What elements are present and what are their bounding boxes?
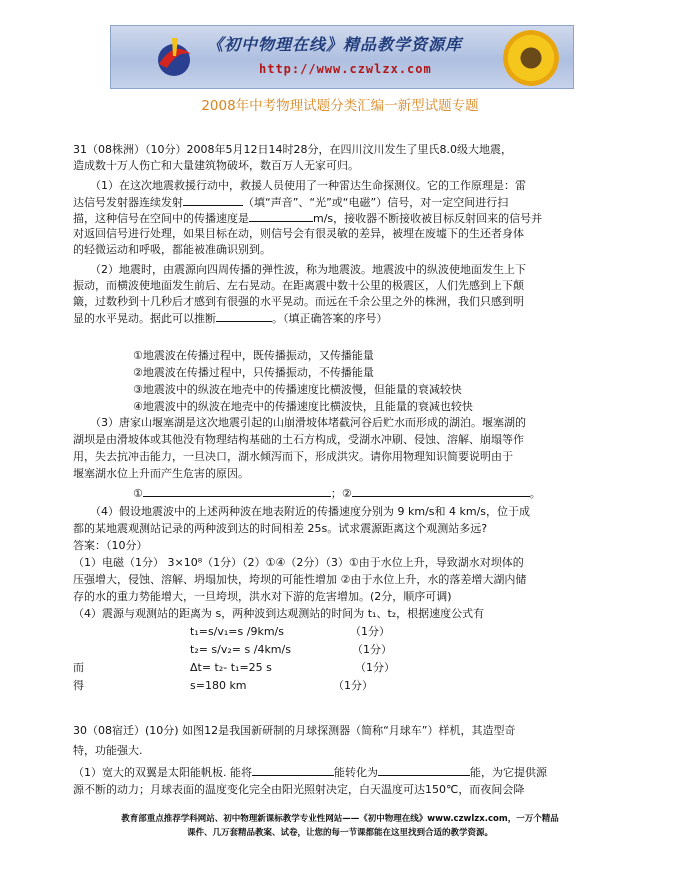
- option-4: ④地震波中的纵波在地壳中的传播速度比横波快，且能量的衰减也较快: [133, 400, 473, 413]
- q31-part4-line-1: （4）假设地震波中的上述两种波在地表附近的传播速度分别为 9 km/s和 4 km/s，位于成: [90, 505, 531, 518]
- answer-blank-inference[interactable]: [216, 311, 272, 322]
- q31-part2-line-4: [73, 311, 388, 326]
- q31-part3-line-2: 湖坝是由滑坡体或其他没有物理结构基础的土石方构成，受湖水冲刷、侵蚀、溶解、崩塌等作: [73, 433, 524, 446]
- blank-end: 。: [529, 487, 541, 500]
- blank-label-1: ①: [133, 487, 143, 500]
- footer-line-1: 教育部重点推荐学科网站、初中物理新课标教学专业性网站——《初中物理在线》www.czwlzx.com，一万个精品: [121, 814, 559, 824]
- q31-part1-line-3: [73, 211, 542, 226]
- answer-blank-energy-from[interactable]: [252, 765, 334, 776]
- q31-part3-line-1: （3）唐家山堰塞湖是这次地震引起的山崩滑坡体堵截河谷后贮水而形成的湖泊。堰塞湖的: [90, 416, 526, 429]
- q31-part1-text-c: 描，这种信号在空间中的传播速度是: [73, 212, 249, 225]
- answer-heading: 答案：（10分）: [73, 539, 148, 552]
- q30-text-a: （1）宽大的双翼是太阳能帆板. 能将: [73, 766, 252, 779]
- page-title: 2008年中考物理试题分类汇编一新型试题专题: [201, 98, 479, 114]
- answer-blank-speed[interactable]: [249, 211, 313, 222]
- q31-part1-text-a: 达信号发射器连续发射: [73, 196, 183, 209]
- equation-4-score: （1分）: [333, 679, 373, 692]
- footer-line-2: 课件、几万套精品教案、试卷，让您的每一节课都能在这里找到合适的教学资源。: [186, 828, 493, 838]
- q31-part2-text-a: 显的水平晃动。据此可以推断: [73, 312, 216, 325]
- site-logo-icon: [151, 34, 197, 80]
- answer-blank-energy-to[interactable]: [378, 765, 470, 776]
- q31-part1-line-4: 对返回信号进行处理，如果目标在动，则信号会有很灵敏的差异，被埋在废墟下的生还者身体: [73, 227, 524, 240]
- q31-part2-text-b: 。（填正确答案的序号）: [272, 312, 388, 325]
- q30-text-c: 能，为它提供源: [470, 766, 547, 779]
- q31-part3-line-4: 堰塞湖水位上升而产生危害的原因。: [73, 467, 249, 480]
- equation-1: t₁=s/v₁=s /9km/s: [190, 625, 284, 638]
- banner-title: 《初中物理在线》精品教学资源库: [207, 35, 463, 54]
- q31-part1-text-d: m/s，接收器不断接收被目标反射回来的信号并: [313, 212, 543, 225]
- q31-part1-line-5: 的轻微运动和呼吸，都能被准确识别到。: [73, 243, 271, 256]
- equation-4-label: 得: [73, 679, 84, 692]
- option-2: ②地震波在传播过程中，只传播振动，不传播能量: [133, 366, 374, 379]
- equation-4: s=180 km: [190, 679, 247, 692]
- q30-text-b: 能转化为: [334, 766, 378, 779]
- banner-url[interactable]: http://www.czwlzx.com: [259, 62, 432, 76]
- option-1: ①地震波在传播过程中，既传播振动，又传播能量: [133, 349, 374, 362]
- q31-part3-blanks: [133, 486, 541, 501]
- q30-line-2: 特，功能强大.: [73, 744, 143, 757]
- q31-part4-line-2: 都的某地震观测站记录的两种波到达的时间相差 25s。试求震源距离这个观测站多远?: [73, 522, 488, 535]
- q31-part2-line-2: 振动，而横波使地面发生前后、左右晃动。在距离震中数十公里的极震区，人们先感到上下颠: [73, 279, 524, 292]
- answer-blank-signal-type[interactable]: [183, 195, 243, 206]
- answer-blank-reason-1[interactable]: [143, 486, 331, 497]
- q31-part2-line-3: 簸，过数秒到十几秒后才感到有很强的水平晃动。而远在千余公里之外的株洲，我们只感到明: [73, 295, 524, 308]
- q31-line-1: 31（08株洲）（10分）2008年5月12日14时28分，在四川汶川发生了里氏8.0级大地震，: [73, 143, 512, 156]
- equation-3: Δt= t₂- t₁=25 s: [190, 661, 272, 674]
- q31-part1-text-b: （填“声音”、“光”或“电磁”）信号，对一定空间进行扫: [243, 196, 509, 209]
- q31-part3-line-3: 用，失去抗冲击能力，一旦决口，湖水倾泻而下，形成洪灾。请你用物理知识简要说明由于: [73, 450, 513, 463]
- q30-line-3: [73, 765, 547, 780]
- blank-label-2: ；②: [330, 487, 352, 500]
- q31-part2-line-1: （2）地震时，由震源向四周传播的弹性波，称为地震波。地震波中的纵波使地面发生上下: [90, 263, 526, 276]
- q30-line-4: 源不断的动力；月球表面的温度变化完全由阳光照射决定，白天温度可达150℃，而夜间会降: [73, 783, 525, 796]
- q31-line-2: 造成数十万人伤亡和大量建筑物破坏，数百万人无家可归。: [73, 159, 359, 172]
- equation-2: t₂= s/v₂= s /4km/s: [190, 643, 291, 656]
- equation-1-score: （1分）: [350, 625, 390, 638]
- answer-line-1: （1）电磁（1分） 3×10⁸（1分）（2）①④（2分）（3）①由于水位上升，导致湖水对坝体的: [73, 556, 524, 569]
- answer-blank-reason-2[interactable]: [352, 486, 530, 497]
- q31-part1-line-1: （1）在这次地震救援行动中，救援人员使用了一种雷达生命探测仪。它的工作原理是：雷: [90, 179, 526, 192]
- option-3: ③地震波中的纵波在地壳中的传播速度比横波慢，但能量的衰减较快: [133, 383, 462, 396]
- answer-line-2: 压强增大，侵蚀、溶解、坍塌加快，垮坝的可能性增加 ②由于水位上升，水的落差增大湖内储: [73, 573, 527, 586]
- equation-3-label: 而: [73, 661, 84, 674]
- equation-2-score: （1分）: [352, 643, 392, 656]
- header-banner: [110, 25, 574, 89]
- answer-line-3: 存的水的重力势能增大，一旦垮坝，洪水对下游的危害增加。(2分，顺序可调): [73, 590, 452, 603]
- answer-line-4: （4）震源与观测站的距离为 s，两种波到达观测站的时间为 t₁、t₂，根据速度公式有: [73, 607, 485, 620]
- equation-3-score: （1分）: [355, 661, 395, 674]
- sunflower-icon: [503, 30, 559, 86]
- q31-part1-line-2: [73, 195, 508, 210]
- q30-line-1: 30（08宿迁）(10分) 如图12是我国新研制的月球探测器（简称“月球车”）样机，其造型奇: [73, 724, 516, 737]
